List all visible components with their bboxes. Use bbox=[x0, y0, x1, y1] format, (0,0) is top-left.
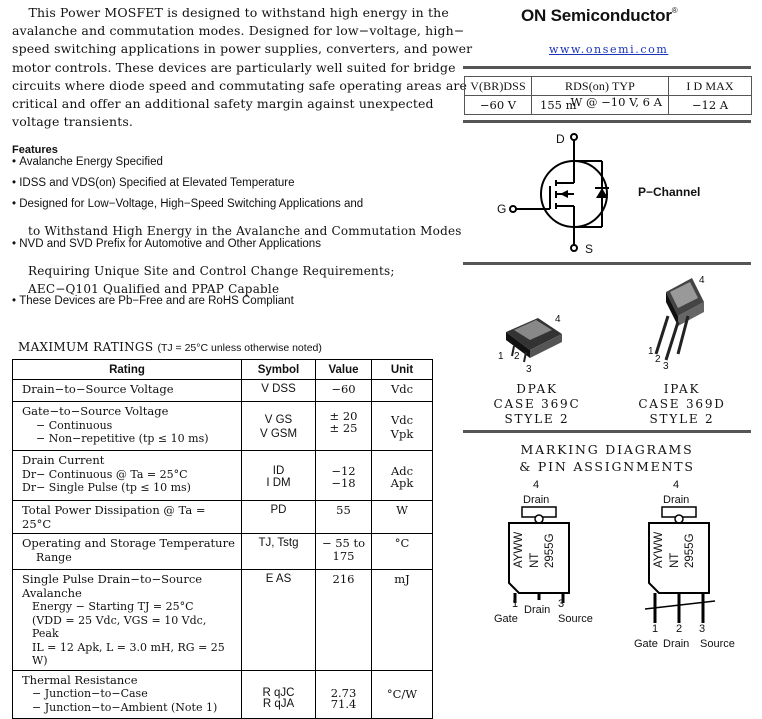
marking-right-gate: Gate bbox=[634, 638, 658, 650]
marking-right-pin-1: 1 bbox=[652, 623, 659, 635]
rating-subtext: − Non−repetitive (tp ≤ 10 ms) bbox=[36, 432, 209, 445]
table-row bbox=[13, 501, 433, 534]
intro-line: motor controls. These devices are particularly well suited for bridge bbox=[12, 59, 456, 75]
value-text: ± 20 bbox=[329, 409, 358, 423]
spec-value bbox=[532, 96, 669, 115]
feature-item: • IDSS and VDS(on) Specified at Elevated Temperature bbox=[12, 177, 295, 189]
feature-continuation: AEC−Q101 Qualified and PPAP Capable bbox=[28, 282, 280, 296]
max-ratings-title-text: MAXIMUM RATINGS bbox=[18, 340, 154, 354]
dpak-pin-2: 2 bbox=[514, 351, 520, 362]
rating-cell bbox=[13, 501, 242, 534]
marking-right-tab-label: Drain bbox=[663, 494, 690, 506]
marking-left-tab-label: Drain bbox=[523, 494, 550, 506]
ipak-pin-2: 2 bbox=[655, 354, 661, 365]
source-pin-label: S bbox=[585, 242, 594, 256]
marking-title-line: MARKING DIAGRAMS bbox=[520, 442, 694, 457]
intro-line: critical and offer an additional safety margin against unexpected bbox=[12, 96, 434, 112]
feature-item: • NVD and SVD Prefix for Automotive and Other Applications bbox=[12, 238, 321, 250]
brand-name-text: ON Semiconductor bbox=[521, 6, 672, 25]
table-row bbox=[13, 380, 433, 402]
rating-subtext: Dr− Single Pulse (tp ≤ 10 ms) bbox=[22, 481, 191, 494]
feature-item: • Designed for Low−Voltage, High−Speed Switching Applications and bbox=[12, 198, 364, 210]
marking-left-pin-1: 1 bbox=[512, 598, 519, 610]
gate-pin-label: G bbox=[497, 202, 507, 216]
unit-cell bbox=[372, 451, 433, 501]
marking-left-gate: Gate bbox=[494, 613, 518, 625]
registered-mark: ® bbox=[671, 6, 678, 15]
brand-name bbox=[521, 6, 677, 26]
rating-subtext: IL = 12 Apk, L = 3.0 mH, RG = 25 W) bbox=[32, 640, 225, 667]
marking-right-code-1: AYWW bbox=[653, 531, 665, 568]
value-text: 216 bbox=[332, 572, 355, 586]
symbol-text: V GSM bbox=[259, 427, 298, 440]
symbol-cell bbox=[242, 380, 316, 402]
symbol-cell bbox=[242, 402, 316, 451]
feature-text: These Devices are Pb−Free and are RoHS Compliant bbox=[19, 295, 294, 307]
symbol-text: ID bbox=[272, 465, 285, 477]
spec-header: RDS(on) TYP bbox=[532, 77, 669, 96]
marking-left-drain: Drain bbox=[524, 604, 551, 616]
marking-right-pin-2: 2 bbox=[676, 623, 683, 635]
dpak-pin-4: 4 bbox=[555, 314, 561, 325]
ipak-package-icon bbox=[648, 276, 708, 366]
unit-cell bbox=[372, 501, 433, 534]
intro-line: circuits where diode speed and commutating safe operating areas are bbox=[12, 77, 468, 93]
value-text: 71.4 bbox=[330, 696, 357, 711]
ipak-label bbox=[632, 382, 732, 427]
marking-left-code-1: AYWW bbox=[513, 531, 525, 568]
rating-text: Thermal Resistance bbox=[22, 672, 138, 687]
marking-right-tab-pin: 4 bbox=[673, 479, 680, 491]
symbol-text: R qJC bbox=[262, 686, 295, 699]
header-rating: Rating bbox=[13, 360, 242, 380]
rating-cell bbox=[13, 451, 242, 501]
unit-text: Vdc bbox=[390, 413, 414, 427]
intro-line: This Power MOSFET is designed to withstand high energy in the bbox=[12, 5, 449, 20]
dpak-case: CASE 369C bbox=[493, 397, 581, 411]
features-heading: Features bbox=[12, 144, 58, 156]
value-cell bbox=[316, 402, 372, 451]
value-cell bbox=[316, 501, 372, 534]
feature-text: NVD and SVD Prefix for Automotive and Other Applications bbox=[19, 238, 321, 250]
value-cell bbox=[316, 670, 372, 718]
rating-text: Operating and Storage Temperature bbox=[22, 536, 235, 550]
table-row bbox=[13, 570, 433, 671]
rating-text: Drain Current bbox=[22, 453, 105, 467]
feature-text: Avalanche Energy Specified bbox=[19, 156, 163, 168]
marking-right-pin-3: 3 bbox=[699, 623, 706, 635]
unit-cell bbox=[372, 670, 433, 718]
unit-text: Vpk bbox=[390, 426, 414, 441]
value-text: −18 bbox=[331, 476, 356, 490]
feature-continuation: Requiring Unique Site and Control Change Requirements; bbox=[28, 264, 395, 278]
symbol-cell bbox=[242, 570, 316, 671]
divider bbox=[463, 262, 751, 265]
divider bbox=[463, 66, 751, 69]
max-ratings-table bbox=[12, 359, 433, 719]
rating-text: Total Power Dissipation @ Ta = 25°C bbox=[22, 503, 206, 531]
feature-item: • Avalanche Energy Specified bbox=[12, 156, 163, 168]
symbol-text: I DM bbox=[266, 477, 291, 489]
symbol-text: PD bbox=[270, 504, 287, 516]
dpak-label bbox=[487, 382, 587, 427]
table-row bbox=[13, 670, 433, 718]
rating-text: Gate−to−Source Voltage bbox=[22, 404, 169, 418]
value-text: 175 bbox=[332, 549, 355, 563]
intro-paragraph bbox=[12, 4, 473, 131]
marking-right-code-3: 2955G bbox=[684, 533, 696, 568]
spec-table bbox=[464, 76, 752, 115]
symbol-cell bbox=[242, 670, 316, 718]
unit-text: Vdc bbox=[390, 382, 414, 396]
marking-left-tab-pin: 4 bbox=[533, 479, 540, 491]
symbol-cell bbox=[242, 501, 316, 534]
mosfet-schematic-icon bbox=[494, 128, 644, 258]
value-cell bbox=[316, 534, 372, 570]
unit-text: °C bbox=[394, 536, 410, 550]
table-row bbox=[13, 534, 433, 570]
intro-line: voltage transients. bbox=[12, 114, 134, 130]
rating-cell bbox=[13, 380, 242, 402]
spec-header: I D MAX bbox=[669, 77, 752, 96]
spec-header: V(BR)DSS bbox=[465, 77, 532, 96]
rating-text: Drain−to−Source Voltage bbox=[22, 382, 174, 396]
max-ratings-condition: (TJ = 25°C unless otherwise noted) bbox=[157, 342, 322, 354]
rating-subtext: − Junction−to−Ambient (Note 1) bbox=[32, 700, 218, 714]
ipak-case: CASE 369D bbox=[638, 397, 726, 411]
value-text: 55 bbox=[336, 503, 351, 517]
drain-pin-label: D bbox=[556, 132, 565, 146]
rating-subtext: Dr− Continuous @ Ta = 25°C bbox=[22, 467, 188, 481]
rating-cell bbox=[13, 534, 242, 570]
symbol-text: E AS bbox=[265, 573, 292, 585]
unit-text: Apk bbox=[390, 476, 414, 490]
feature-text: IDSS and VDS(on) Specified at Elevated Temperature bbox=[19, 177, 295, 189]
value-cell bbox=[316, 570, 372, 671]
rating-cell bbox=[13, 402, 242, 451]
spec-value-part: W @ −10 V, 6 A bbox=[570, 95, 662, 109]
header-symbol: Symbol bbox=[242, 360, 316, 380]
ipak-pin-1: 1 bbox=[648, 346, 654, 357]
ipak-pin-3: 3 bbox=[663, 361, 669, 372]
max-ratings-title bbox=[18, 340, 322, 354]
unit-text: Adc bbox=[390, 464, 414, 478]
spec-value-row bbox=[465, 96, 752, 115]
unit-text: °C/W bbox=[386, 686, 418, 701]
feature-item: • These Devices are Pb−Free and are RoHS Compliant bbox=[12, 295, 294, 307]
divider bbox=[463, 430, 751, 433]
table-row bbox=[13, 451, 433, 501]
rating-subtext: (VDD = 25 Vdc, VGS = 10 Vdc, Peak bbox=[32, 613, 207, 640]
header-unit: Unit bbox=[372, 360, 433, 380]
symbol-text: V DSS bbox=[261, 383, 296, 395]
marking-title bbox=[463, 441, 751, 475]
symbol-text: V GS bbox=[264, 414, 293, 426]
spec-value: −12 A bbox=[669, 96, 752, 115]
dpak-pin-3: 3 bbox=[526, 364, 532, 375]
rating-text: Single Pulse Drain−to−Source Avalanche bbox=[22, 572, 203, 600]
channel-type-label: P−Channel bbox=[638, 185, 701, 199]
marking-left-source: Source bbox=[558, 613, 593, 625]
feature-text: Designed for Low−Voltage, High−Speed Switching Applications and bbox=[19, 198, 364, 210]
rating-subtext: − Junction−to−Case bbox=[32, 687, 148, 700]
table-header-row bbox=[13, 360, 433, 380]
value-text: −60 bbox=[331, 382, 356, 396]
symbol-text: TJ, Tstg bbox=[258, 537, 299, 549]
value-cell bbox=[316, 380, 372, 402]
marking-left-code-3: 2955G bbox=[544, 533, 556, 568]
ipak-name: IPAK bbox=[663, 382, 701, 396]
unit-text: W bbox=[396, 503, 408, 517]
marking-right-code-2: NT bbox=[669, 552, 681, 568]
table-row bbox=[13, 402, 433, 451]
website-link[interactable]: www.onsemi.com bbox=[549, 43, 669, 56]
symbol-cell bbox=[242, 534, 316, 570]
channel-arrow-icon bbox=[560, 190, 568, 198]
value-cell bbox=[316, 451, 372, 501]
symbol-text: R qJA bbox=[262, 697, 295, 710]
marking-title-line: & PIN ASSIGNMENTS bbox=[519, 459, 695, 474]
unit-cell bbox=[372, 380, 433, 402]
ipak-pin-4: 4 bbox=[699, 275, 705, 286]
rating-cell bbox=[13, 670, 242, 718]
rating-cell bbox=[13, 570, 242, 671]
divider bbox=[463, 120, 751, 123]
rating-subtext: − Continuous bbox=[36, 418, 113, 432]
dpak-style: STYLE 2 bbox=[504, 412, 570, 426]
symbol-cell bbox=[242, 451, 316, 501]
header-value: Value bbox=[316, 360, 372, 380]
value-text: ± 25 bbox=[329, 421, 358, 435]
value-text: −12 bbox=[331, 464, 356, 478]
feature-continuation: to Withstand High Energy in the Avalanche and Commutation Modes bbox=[28, 224, 462, 238]
marking-right-drain: Drain bbox=[663, 638, 690, 650]
marking-left-code-2: NT bbox=[529, 552, 541, 568]
dpak-pin-1: 1 bbox=[498, 351, 504, 362]
spec-value-part: 155 m bbox=[540, 98, 577, 112]
dpak-name: DPAK bbox=[516, 382, 558, 396]
unit-cell bbox=[372, 570, 433, 671]
spec-value: −60 V bbox=[465, 96, 532, 115]
unit-cell bbox=[372, 402, 433, 451]
value-text: 2.73 bbox=[330, 685, 357, 700]
ipak-style: STYLE 2 bbox=[649, 412, 715, 426]
value-text: − 55 to bbox=[321, 536, 366, 550]
intro-line: avalanche and commutation modes. Designed for low−voltage, high− bbox=[12, 23, 465, 39]
unit-text: mJ bbox=[394, 572, 410, 586]
rating-subtext: Energy − Starting TJ = 25°C bbox=[32, 600, 194, 613]
marking-left-pin-3: 3 bbox=[558, 598, 565, 610]
spec-header-row bbox=[465, 77, 752, 96]
intro-line: speed switching applications in power supplies, converters, and power bbox=[12, 41, 473, 57]
rating-subtext: Range bbox=[36, 550, 72, 564]
marking-right-source: Source bbox=[700, 638, 735, 650]
unit-cell bbox=[372, 534, 433, 570]
